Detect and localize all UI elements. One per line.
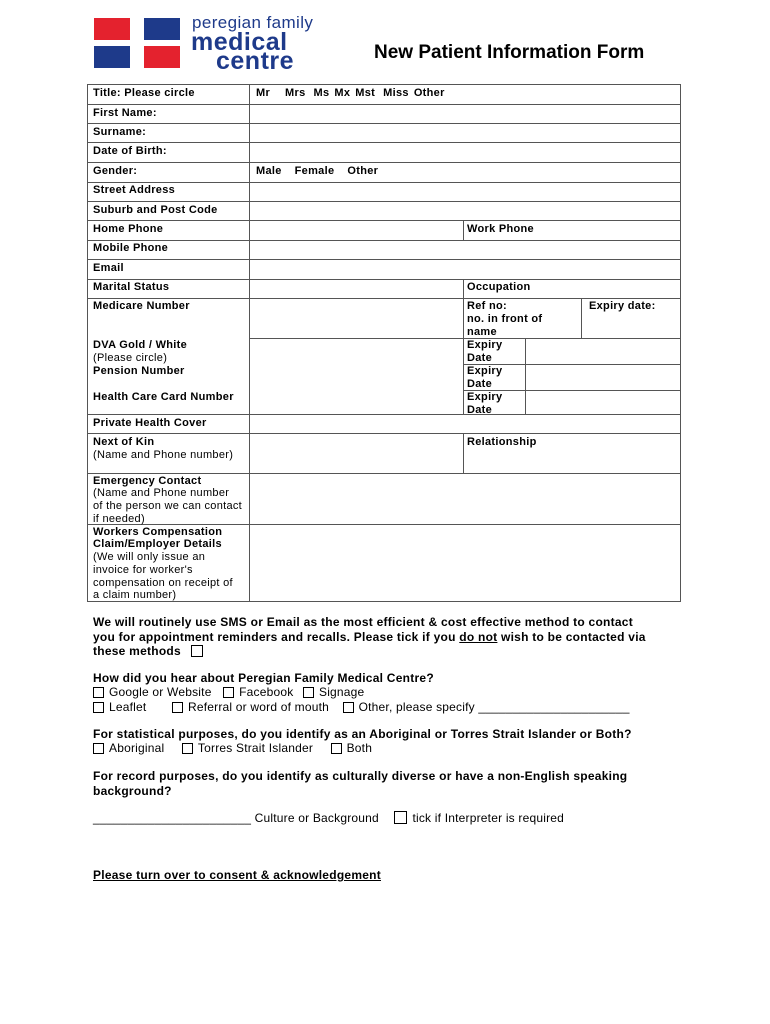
facebook-checkbox[interactable] <box>223 687 234 698</box>
google-checkbox[interactable] <box>93 687 104 698</box>
google-label: Google or Website <box>109 685 212 699</box>
signage-label: Signage <box>318 685 365 699</box>
dob-label: Date of Birth: <box>93 145 167 157</box>
referral-label: Referral or word of mouth <box>187 700 330 714</box>
first-name-label: First Name: <box>93 107 157 119</box>
emergency-contact-label: Emergency Contact <box>93 475 202 487</box>
next-of-kin-sub: (Name and Phone number) <box>93 449 234 461</box>
row-divider <box>87 259 681 260</box>
contact-line2 <box>93 630 683 645</box>
dva-label: DVA Gold / White <box>93 339 188 351</box>
row-divider <box>87 240 681 241</box>
record-options <box>93 811 564 825</box>
culture-field[interactable]: _______________________ Culture or Background <box>93 811 379 825</box>
email-label: Email <box>93 262 124 274</box>
ref-no-label: Ref no: <box>467 300 507 312</box>
occupation-label: Occupation <box>467 281 531 293</box>
column-divider <box>463 279 464 414</box>
pension-date-label: Date <box>467 378 493 390</box>
logo-red-square <box>94 18 130 40</box>
turn-over-note: Please turn over to consent & acknowledgement <box>93 868 381 882</box>
referral-checkbox[interactable] <box>172 702 183 713</box>
workers-comp-sub: a claim number) <box>93 589 177 601</box>
gender-option[interactable]: Other <box>347 165 379 177</box>
gender-options <box>256 165 378 178</box>
hear-options-row1 <box>93 685 364 699</box>
title-option[interactable]: Miss <box>383 87 409 99</box>
column-divider <box>463 220 464 240</box>
marital-status-label: Marital Status <box>93 281 170 293</box>
gender-option[interactable]: Female <box>294 165 335 177</box>
mobile-phone-label: Mobile Phone <box>93 242 169 254</box>
dva-date-label: Date <box>467 352 493 364</box>
aboriginal-label: Aboriginal <box>109 741 165 755</box>
title-option[interactable]: Mrs <box>285 87 306 99</box>
both-label: Both <box>346 741 373 755</box>
column-divider <box>525 338 526 414</box>
row-divider <box>87 182 681 183</box>
row-divider <box>87 201 681 202</box>
title-options <box>256 87 452 100</box>
street-address-label: Street Address <box>93 184 176 196</box>
logo-text-line3: centre <box>216 47 295 75</box>
workers-comp-sub: compensation on receipt of <box>93 577 233 589</box>
both-checkbox[interactable] <box>331 743 342 754</box>
clinic-logo <box>94 13 334 75</box>
contact-do-not: do not <box>459 629 498 644</box>
work-phone-label: Work Phone <box>467 223 534 235</box>
workers-comp-sub: invoice for worker's <box>93 564 193 576</box>
leaflet-label: Leaflet <box>109 700 147 714</box>
no-contact-checkbox[interactable] <box>191 645 203 657</box>
logo-blue-square <box>144 18 180 40</box>
hear-question: How did you hear about Peregian Family Medical Centre? <box>93 671 434 685</box>
gender-label: Gender: <box>93 165 138 177</box>
title-option[interactable]: Mx <box>334 87 351 99</box>
contact-line2-part: you for appointment reminders and recalls. Please tick if you <box>93 629 460 644</box>
signage-checkbox[interactable] <box>303 687 314 698</box>
statistical-options <box>93 741 372 755</box>
private-health-label: Private Health Cover <box>93 417 207 429</box>
title-option[interactable]: Mr <box>256 87 271 99</box>
workers-comp-sub: (We will only issue an <box>93 551 206 563</box>
row-divider <box>87 220 681 221</box>
leaflet-checkbox[interactable] <box>93 702 104 713</box>
pension-expiry-label: Expiry <box>467 365 503 377</box>
dva-expiry-label: Expiry <box>467 339 503 351</box>
other-label: Other, please specify ______________________ <box>358 700 630 714</box>
column-divider <box>463 433 464 473</box>
surname-label: Surname: <box>93 126 147 138</box>
contact-line2-part: wish to be contacted via <box>497 629 646 644</box>
contact-line3-text: these methods <box>93 644 181 658</box>
next-of-kin-label: Next of Kin <box>93 436 155 448</box>
row-divider <box>87 433 681 434</box>
interpreter-checkbox[interactable] <box>394 811 407 824</box>
contact-line1: We will routinely use SMS or Email as the most efficient & cost effective method to contact <box>93 615 633 629</box>
row-divider <box>87 123 681 124</box>
table-border <box>87 84 681 85</box>
relationship-label: Relationship <box>467 436 537 448</box>
logo-text-line1: peregian family <box>192 13 314 32</box>
record-question-line2: background? <box>93 783 172 798</box>
statistical-question: For statistical purposes, do you identify as an Aboriginal or Torres Strait Islander or Both? <box>93 727 632 741</box>
column-divider <box>581 298 582 338</box>
contact-line3 <box>93 644 683 659</box>
health-card-expiry-label: Expiry <box>467 391 503 403</box>
home-phone-label: Home Phone <box>93 223 164 235</box>
title-option[interactable]: Other <box>413 87 445 99</box>
medicare-label: Medicare Number <box>93 300 190 312</box>
suburb-postcode-label: Suburb and Post Code <box>93 204 218 216</box>
other-checkbox[interactable] <box>343 702 354 713</box>
health-card-date-label: Date <box>467 404 493 416</box>
workers-comp-label: Claim/Employer Details <box>93 538 222 550</box>
pension-label: Pension Number <box>93 365 185 377</box>
interpreter-label: tick if Interpreter is required <box>412 811 565 825</box>
patient-info-table <box>87 84 681 602</box>
row-divider <box>87 524 681 525</box>
workers-comp-label: Workers Compensation <box>93 526 223 538</box>
facebook-label: Facebook <box>239 685 294 699</box>
row-divider <box>87 473 681 474</box>
title-option[interactable]: Ms <box>313 87 330 99</box>
ref-no-sub: name <box>467 326 497 338</box>
logo-text-line2: medical <box>191 28 288 56</box>
ref-no-sub: no. in front of <box>467 313 543 325</box>
row-divider <box>87 104 681 105</box>
title-label: Title: Please circle <box>93 87 195 99</box>
hear-options-row2 <box>93 700 630 714</box>
title-option[interactable]: Mst <box>355 87 376 99</box>
record-question <box>93 769 683 798</box>
row-divider <box>87 279 681 280</box>
logo-blue-square <box>94 46 130 68</box>
emergency-contact-sub: if needed) <box>93 513 145 525</box>
form-title: New Patient Information Form <box>374 42 645 63</box>
row-divider <box>87 414 681 415</box>
expiry-date-label: Expiry date: <box>589 300 656 312</box>
dva-sub-label: (Please circle) <box>93 352 168 364</box>
torres-checkbox[interactable] <box>182 743 193 754</box>
row-divider <box>87 162 681 163</box>
aboriginal-checkbox[interactable] <box>93 743 104 754</box>
torres-label: Torres Strait Islander <box>197 741 314 755</box>
row-divider <box>87 298 681 299</box>
gender-option[interactable]: Male <box>256 165 282 177</box>
emergency-contact-sub: of the person we can contact <box>93 500 243 512</box>
contact-preference-text <box>93 615 683 659</box>
record-question-line1: For record purposes, do you identify as culturally diverse or have a non-English speaking <box>93 769 628 783</box>
logo-red-square <box>144 46 180 68</box>
emergency-contact-sub: (Name and Phone number <box>93 487 230 499</box>
row-divider <box>87 142 681 143</box>
row-divider <box>249 338 681 339</box>
health-care-card-label: Health Care Card Number <box>93 391 234 403</box>
